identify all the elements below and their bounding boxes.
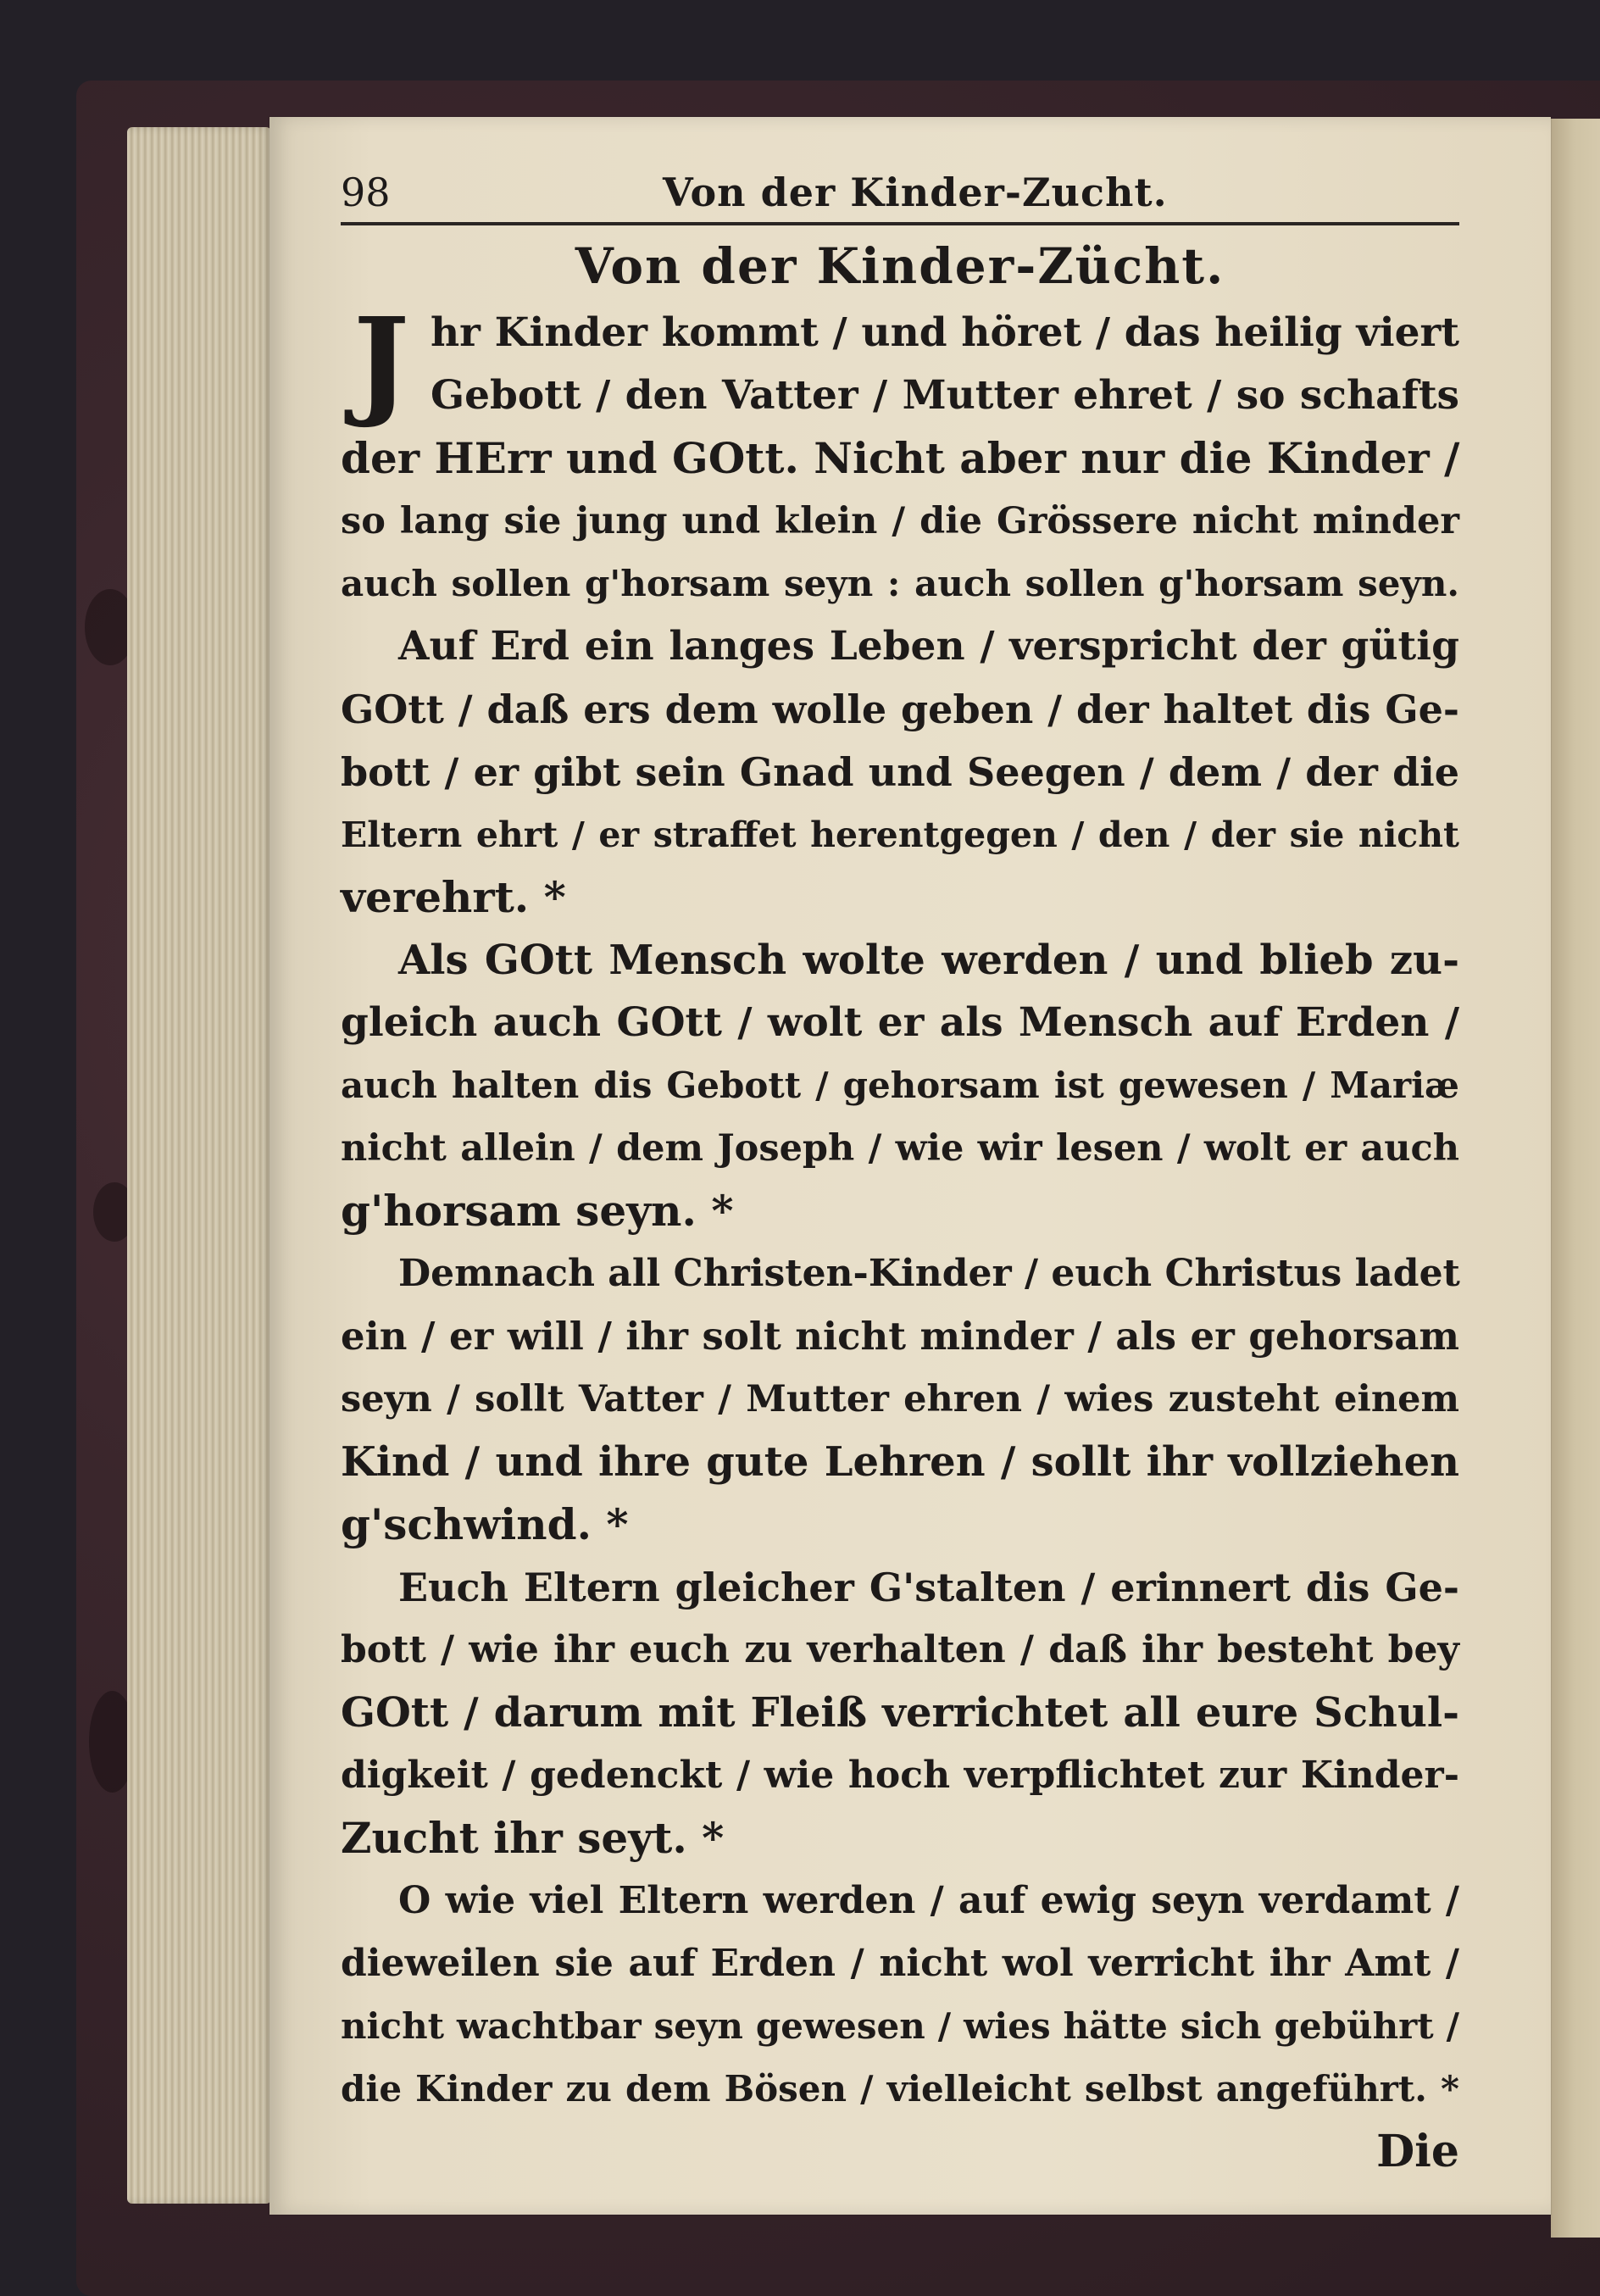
verse-line: gleich auch GOtt / wolt er als Mensch auf Erden / (341, 999, 1459, 1046)
verse-line: dieweilen sie auf Erden / nicht wol verricht ihr Amt / (341, 1942, 1459, 1985)
stanza-1 (341, 292, 1460, 615)
verse-line: auch sollen g'horsam seyn : auch sollen g'horsam seyn. (341, 563, 1459, 604)
page-number: 98 (341, 170, 391, 215)
stanza-6 (341, 1870, 1459, 2121)
page-edges (127, 127, 271, 2204)
verse-line: ein / er will / ihr solt nicht minder / als er gehorsam (341, 1314, 1459, 1359)
verse-line: die Kinder zu dem Bösen / vielleicht selbst angeführt. * (341, 2068, 1459, 2110)
stanza-5 (341, 1556, 1459, 1870)
verse-line: digkeit / gedenckt / wie hoch verpflichtet zur Kinder- (341, 1754, 1459, 1797)
verse-line: der HErr und GOtt. Nicht aber nur die Kinder / (341, 433, 1460, 483)
verse-line: Zucht ihr seyt. * (341, 1813, 725, 1863)
drop-cap-initial: J (353, 292, 410, 431)
verse-line: auch halten dis Gebott / gehorsam ist gewesen / Mariæ (341, 1065, 1459, 1106)
adjacent-page-edge (1551, 119, 1600, 2238)
page-content (341, 166, 1459, 2183)
book-page (269, 117, 1551, 2215)
verse-line: Auf Erd ein langes Leben / verspricht der gütig (398, 623, 1459, 670)
verse-line: seyn / sollt Vatter / Mutter ehren / wies zusteht einem (341, 1378, 1459, 1420)
hymn-text (341, 292, 1460, 2183)
stanza-3 (341, 929, 1459, 1243)
verse-line: Als GOtt Mensch wolte werden / und blieb zu- (398, 937, 1459, 984)
verse-line: so lang sie jung und klein / die Grössere nicht minder (341, 500, 1459, 542)
verse-line: GOtt / darum mit Fleiß verrichtet all eure Schul- (341, 1689, 1459, 1737)
verse-line: nicht wachtbar seyn gewesen / wies hätte sich gebührt / (341, 2005, 1459, 2047)
verse-line: GOtt / daß ers dem wolle geben / der haltet dis Ge- (341, 687, 1459, 732)
verse-line: bott / wie ihr euch zu verhalten / daß ihr besteht bey (341, 1628, 1459, 1671)
catchword: Die (1376, 2126, 1459, 2177)
verse-line: Eltern ehrt / er straffet herentgegen / den / der sie nicht (341, 814, 1459, 855)
verse-line: g'horsam seyn. * (341, 1186, 734, 1236)
header-rule (341, 222, 1459, 225)
verse-line: verehrt. * (341, 872, 566, 922)
stanza-2 (341, 615, 1459, 929)
verse-line: hr Kinder kommt / und höret / das heilig viert (431, 309, 1459, 356)
verse-line: O wie viel Eltern werden / auf ewig seyn verdamt / (398, 1879, 1459, 1922)
verse-line: bott / er gibt sein Gnad und Seegen / dem / der die (341, 749, 1459, 795)
verse-line: g'schwind. * (341, 1499, 629, 1549)
verse-line: Gebott / den Vatter / Mutter ehret / so schafts (431, 372, 1459, 419)
verse-line: Demnach all Christen-Kinder / euch Christus ladet (398, 1252, 1460, 1295)
verse-line: nicht allein / dem Joseph / wie wir lesen / wolt er auch (341, 1127, 1459, 1170)
verse-line: Kind / und ihre gute Lehren / sollt ihr vollziehen (341, 1438, 1459, 1486)
running-title: Von der Kinder-Zucht. (663, 170, 1168, 215)
verse-line: Euch Eltern gleicher G'stalten / erinnert dis Ge- (398, 1565, 1459, 1610)
running-head (341, 166, 1459, 219)
section-title: Von der Kinder-Zücht. (575, 237, 1225, 295)
stanza-4 (341, 1243, 1459, 1556)
